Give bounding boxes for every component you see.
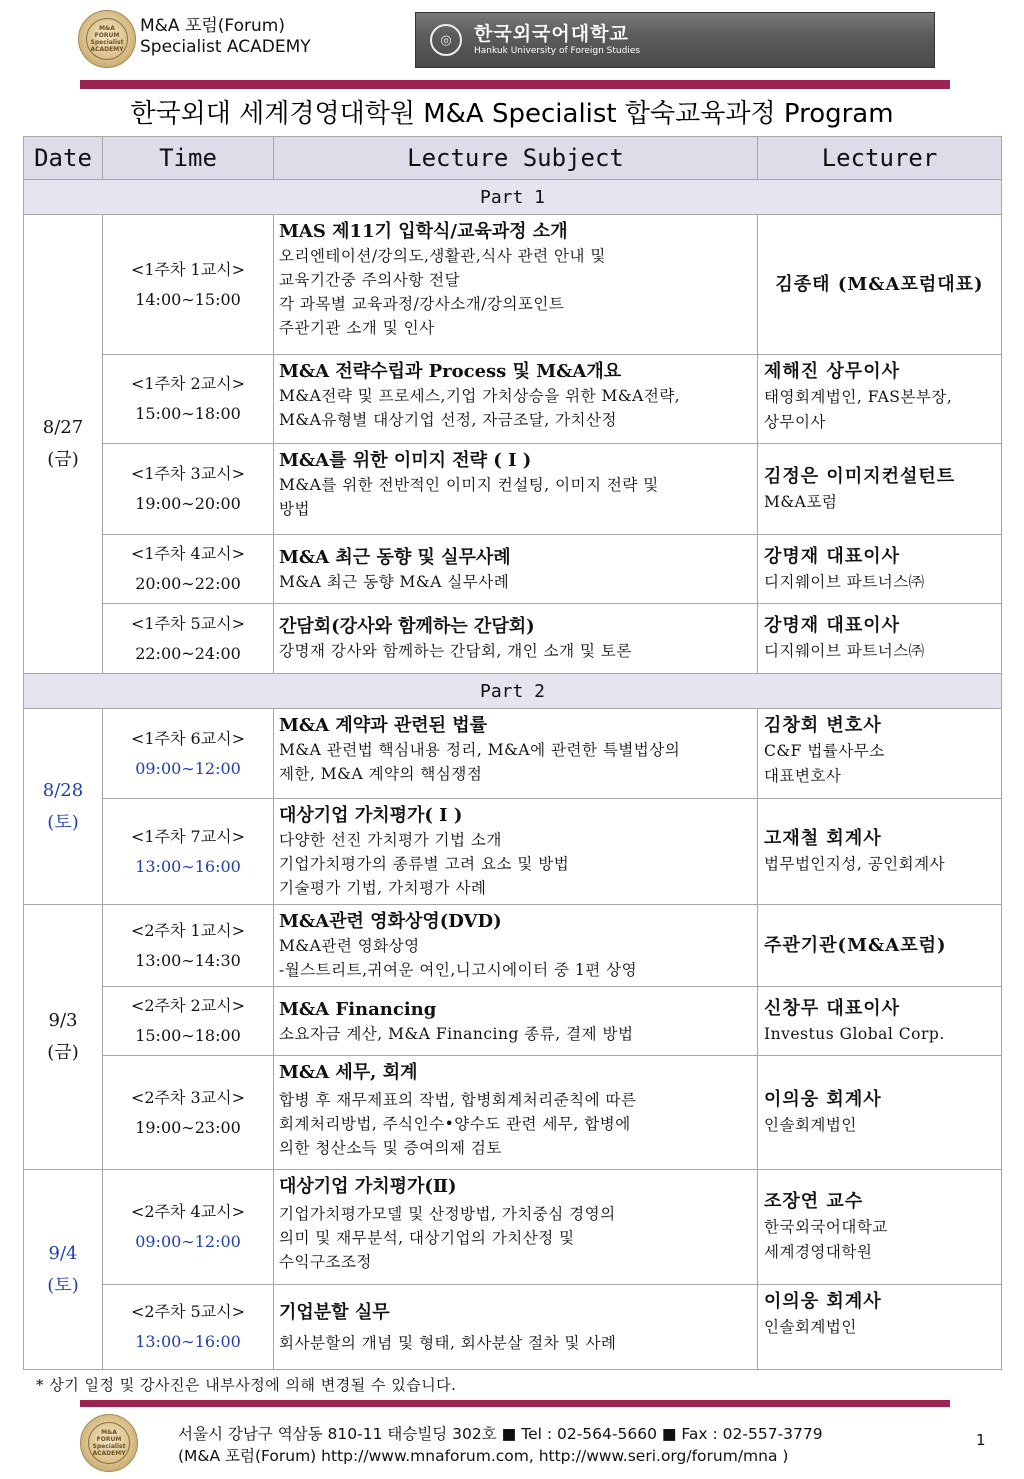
date-weekday: (금)	[47, 1042, 79, 1063]
lecturer-org: 디지웨이브 파트너스㈜	[764, 642, 925, 660]
subject-desc: M&A 최근 동향 M&A 실무사례	[279, 572, 510, 591]
time-cell	[103, 215, 274, 355]
subject-cell	[274, 1056, 758, 1170]
lecturer-name: 주관기관(M&A포럼)	[764, 934, 947, 956]
lecturer-cell	[758, 987, 1002, 1056]
time-range: 09:00∼12:00	[135, 1232, 241, 1251]
subject-desc: 기업가치평가의 종류별 고려 요소 및 방법	[279, 855, 570, 873]
table-row	[24, 1056, 1002, 1170]
forum-logo: M&A FORUM Specialist ACADEMY	[78, 10, 136, 68]
part-label: Part 2	[24, 674, 1002, 709]
date-day: 9/3	[48, 1010, 78, 1031]
subject-cell	[274, 709, 758, 799]
table-row	[24, 799, 1002, 905]
time-cell	[103, 444, 274, 535]
lecturer-name: 김창회 변호사	[764, 715, 882, 736]
subject-cell	[274, 215, 758, 355]
lecturer-org: 인솔회계법인	[764, 1318, 857, 1336]
time-range: 13:00∼14:30	[135, 950, 241, 970]
time-range: 19:00∼23:00	[135, 1117, 241, 1137]
subject-title: 기업분할 실무	[279, 1301, 390, 1323]
date-cell	[24, 709, 103, 905]
period-label: <2주차 5교시>	[130, 1302, 246, 1321]
table-row	[24, 987, 1002, 1056]
page-number: 1	[976, 1431, 986, 1449]
period-label: <2주차 2교시>	[130, 996, 246, 1015]
lecturer-name: 제해진 상무이사	[764, 361, 900, 382]
lecturer-name: 강명재 대표이사	[764, 545, 900, 567]
subject-cell	[274, 604, 758, 674]
col-lecturer: Lecturer	[758, 137, 1002, 180]
time-cell	[103, 905, 274, 987]
table-row	[24, 604, 1002, 674]
subject-desc: 주관기관 소개 및 인사	[279, 319, 435, 337]
lecturer-name: 이의웅 회계사	[764, 1089, 882, 1110]
time-range: 22:00~24:00	[135, 643, 241, 663]
date-day: 8/27	[42, 417, 84, 438]
subject-title: M&A관련 영화상영(DVD)	[279, 911, 502, 932]
date-weekday: (토)	[47, 1274, 79, 1296]
date-cell	[24, 905, 103, 1170]
subject-desc: 오리엔테이션/강의도,생활관,식사 관련 안내 및	[279, 247, 606, 265]
lecturer-cell	[758, 604, 1002, 674]
lecturer-org: 디지웨이브 파트너스㈜	[764, 572, 925, 591]
subject-desc: M&A관련 영화상영	[279, 937, 420, 955]
period-label: <1주차 3교시>	[130, 464, 246, 483]
lecturer-name: 고재철 회계사	[764, 828, 882, 849]
time-cell	[103, 535, 274, 604]
page-title: 한국외대 세계경영대학원 M&A Specialist 합숙교육과정 Program	[130, 99, 894, 129]
brand-line-1: M&A 포럼(Forum)	[140, 16, 285, 36]
time-cell	[103, 604, 274, 674]
time-cell	[103, 987, 274, 1056]
time-range: 14:00∼15:00	[135, 289, 241, 309]
lecturer-name: 강명재 대표이사	[764, 615, 900, 636]
table-row	[24, 1285, 1002, 1370]
table-row	[24, 355, 1002, 444]
top-divider	[80, 80, 950, 89]
subject-desc: 회사분할의 개념 및 형태, 회사분살 절차 및 사례	[279, 1333, 617, 1352]
subject-cell	[274, 799, 758, 905]
lecturer-name: 신창무 대표이사	[764, 997, 900, 1019]
time-range: 19:00∼20:00	[135, 494, 241, 513]
table-row	[24, 444, 1002, 535]
footer-logo: M&A FORUM Specialist ACADEMY	[80, 1414, 138, 1472]
date-weekday: (토)	[47, 811, 79, 833]
subject-desc: 회계처리방법, 주식인수•양수도 관련 세무, 합병에	[279, 1115, 631, 1133]
subject-title: M&A 전략수립과 Process 및 M&A개요	[279, 361, 622, 382]
footer-address: 서울시 강남구 역삼동 810-11 태승빌딩 302호 ■ Tel : 02-564-5660 ■ Fax : 02-557-3779	[178, 1425, 823, 1443]
subject-cell	[274, 444, 758, 535]
subject-desc: 의한 청산소득 및 증여의제 검토	[279, 1139, 502, 1157]
bottom-divider	[80, 1400, 950, 1407]
part-label: Part 1	[24, 180, 1002, 215]
time-cell	[103, 799, 274, 905]
period-label: <1주차 7교시>	[130, 826, 246, 846]
period-label: <2주차 4교시>	[130, 1202, 246, 1221]
table-row	[24, 905, 1002, 987]
subject-desc: 기업가치평가모델 및 산정방법, 가치중심 경영의	[279, 1205, 616, 1223]
footer-links: (M&A 포럼(Forum) http://www.mnaforum.com, http://www.seri.org/forum/mna )	[178, 1447, 789, 1465]
subject-desc: 소요자금 계산, M&A Financing 종류, 결제 방법	[279, 1024, 634, 1043]
subject-desc: 의미 및 재무분석, 대상기업의 가치산정 및	[279, 1229, 575, 1247]
subject-title: MAS 제11기 입학식/교육과정 소개	[279, 221, 568, 242]
period-label: <2주차 1교시>	[130, 920, 246, 940]
table-row	[24, 535, 1002, 604]
lecturer-name: 김종태 (M&A포럼대표)	[775, 273, 984, 295]
lecturer-cell	[758, 799, 1002, 905]
header-brand	[140, 16, 311, 58]
subject-title: M&A 최근 동향 및 실무사례	[279, 546, 511, 568]
subject-desc: M&A 관련법 핵심내용 정리, M&A에 관련한 특별법상의	[279, 741, 681, 759]
time-cell	[103, 1285, 274, 1370]
subject-desc: M&A를 위한 전반적인 이미지 컨설팅, 이미지 전략 및	[279, 476, 659, 494]
subject-cell	[274, 987, 758, 1056]
col-time: Time	[103, 137, 274, 180]
lecturer-name: 조장연 교수	[764, 1191, 864, 1212]
period-label: <1주차 1교시>	[130, 259, 246, 279]
subject-title: M&A 세무, 회계	[279, 1062, 418, 1083]
table-header	[24, 137, 1002, 180]
subject-title: 대상기업 가치평가( I )	[279, 805, 463, 826]
university-name-ko: 한국외국어대학교	[474, 23, 629, 45]
university-name-en: Hankuk University of Foreign Studies	[474, 46, 641, 56]
col-subject: Lecture Subject	[274, 137, 758, 180]
period-label: <2주차 3교시>	[130, 1087, 246, 1107]
lecturer-org: 한국외국어대학교	[764, 1218, 888, 1236]
brand-line-2: Specialist ACADEMY	[140, 37, 311, 57]
subject-desc: 수익구조조정	[279, 1253, 372, 1271]
lecturer-org: 법무법인지성, 공인회계사	[764, 855, 946, 873]
subject-desc: M&A유형별 대상기업 선정, 자금조달, 가치산정	[279, 411, 617, 429]
lecturer-cell	[758, 709, 1002, 799]
subject-title: 간담회(강사와 함께하는 간담회)	[279, 616, 535, 637]
subject-cell	[274, 1285, 758, 1370]
date-day: 8/28	[42, 779, 84, 801]
time-range: 20:00∼22:00	[135, 574, 241, 593]
part-row	[24, 674, 1002, 709]
subject-desc: -월스트리트,귀여운 여인,니고시에이터 중 1편 상영	[279, 961, 638, 979]
period-label: <1주차 2교시>	[130, 374, 246, 393]
subject-desc: 기술평가 기법, 가치평가 사례	[279, 879, 487, 897]
lecturer-name: 이의웅 회계사	[764, 1291, 882, 1312]
lecturer-org: 대표변호사	[764, 767, 842, 785]
lecturer-cell	[758, 535, 1002, 604]
lecturer-cell	[758, 215, 1002, 355]
subject-desc: 합병 후 재무제표의 작법, 합병회계처리준칙에 따른	[279, 1091, 637, 1109]
date-day: 9/4	[48, 1242, 78, 1264]
subject-desc: 강명재 강사와 함께하는 간담회, 개인 소개 및 토론	[279, 642, 632, 660]
lecturer-cell	[758, 355, 1002, 444]
subject-title: 대상기업 가치평가(Ⅱ)	[279, 1176, 457, 1197]
lecturer-org: 인솔회계법인	[764, 1116, 857, 1134]
period-label: <1주차 6교시>	[130, 728, 246, 748]
lecturer-org: Investus Global Corp.	[764, 1024, 945, 1043]
date-cell	[24, 1170, 103, 1370]
university-emblem-icon: ◎	[430, 24, 462, 56]
lecturer-cell	[758, 1170, 1002, 1285]
time-cell	[103, 1170, 274, 1285]
time-range: 15:00∼18:00	[135, 404, 241, 423]
footer-info	[178, 1423, 823, 1467]
lecturer-cell	[758, 1056, 1002, 1170]
time-range: 09:00∼12:00	[135, 758, 241, 778]
lecturer-org: 상무이사	[764, 413, 826, 431]
table-row	[24, 709, 1002, 799]
table-row	[24, 215, 1002, 355]
col-date: Date	[24, 137, 103, 180]
subject-desc: 방법	[279, 500, 310, 518]
university-banner	[415, 12, 935, 68]
subject-desc: 각 과목별 교육과정/강사소개/강의포인트	[279, 295, 565, 313]
subject-title: M&A 계약과 관련된 법률	[279, 715, 488, 736]
lecturer-cell	[758, 905, 1002, 987]
lecturer-org: 세계경영대학원	[764, 1243, 873, 1261]
subject-desc: 교육기간중 주의사항 전달	[279, 271, 461, 289]
subject-desc: 제한, M&A 계약의 핵심쟁점	[279, 765, 483, 783]
lecturer-cell	[758, 444, 1002, 535]
subject-cell	[274, 355, 758, 444]
date-cell	[24, 215, 103, 674]
subject-desc: 다양한 선진 가치평가 기법 소개	[279, 831, 502, 849]
date-weekday: (금)	[47, 449, 79, 470]
subject-cell	[274, 905, 758, 987]
period-label: <1주차 5교시>	[130, 613, 246, 633]
part-row	[24, 180, 1002, 215]
lecturer-org: C&F 법률사무소	[764, 742, 885, 760]
subject-title: M&A Financing	[279, 998, 437, 1020]
time-cell	[103, 1056, 274, 1170]
table-row	[24, 1170, 1002, 1285]
lecturer-cell	[758, 1285, 1002, 1370]
subject-cell	[274, 535, 758, 604]
schedule-table	[23, 136, 1002, 1370]
period-label: <1주차 4교시>	[130, 544, 246, 563]
lecturer-org: M&A포럼	[764, 492, 838, 511]
time-cell	[103, 709, 274, 799]
time-range: 13:00∼16:00	[135, 1332, 241, 1351]
subject-desc: M&A전략 및 프로세스,기업 가치상승을 위한 M&A전략,	[279, 387, 681, 405]
lecturer-name: 김정은 이미지컨설턴트	[764, 465, 956, 487]
subject-cell	[274, 1170, 758, 1285]
time-cell	[103, 355, 274, 444]
time-range: 13:00∼16:00	[135, 856, 241, 876]
time-range: 15:00∼18:00	[135, 1026, 241, 1045]
lecturer-org: 태영회계법인, FAS본부장,	[764, 388, 953, 406]
schedule-note: * 상기 일정 및 강사진은 내부사정에 의해 변경될 수 있습니다.	[36, 1376, 457, 1394]
subject-title: M&A를 위한 이미지 전략 ( I )	[279, 450, 532, 471]
